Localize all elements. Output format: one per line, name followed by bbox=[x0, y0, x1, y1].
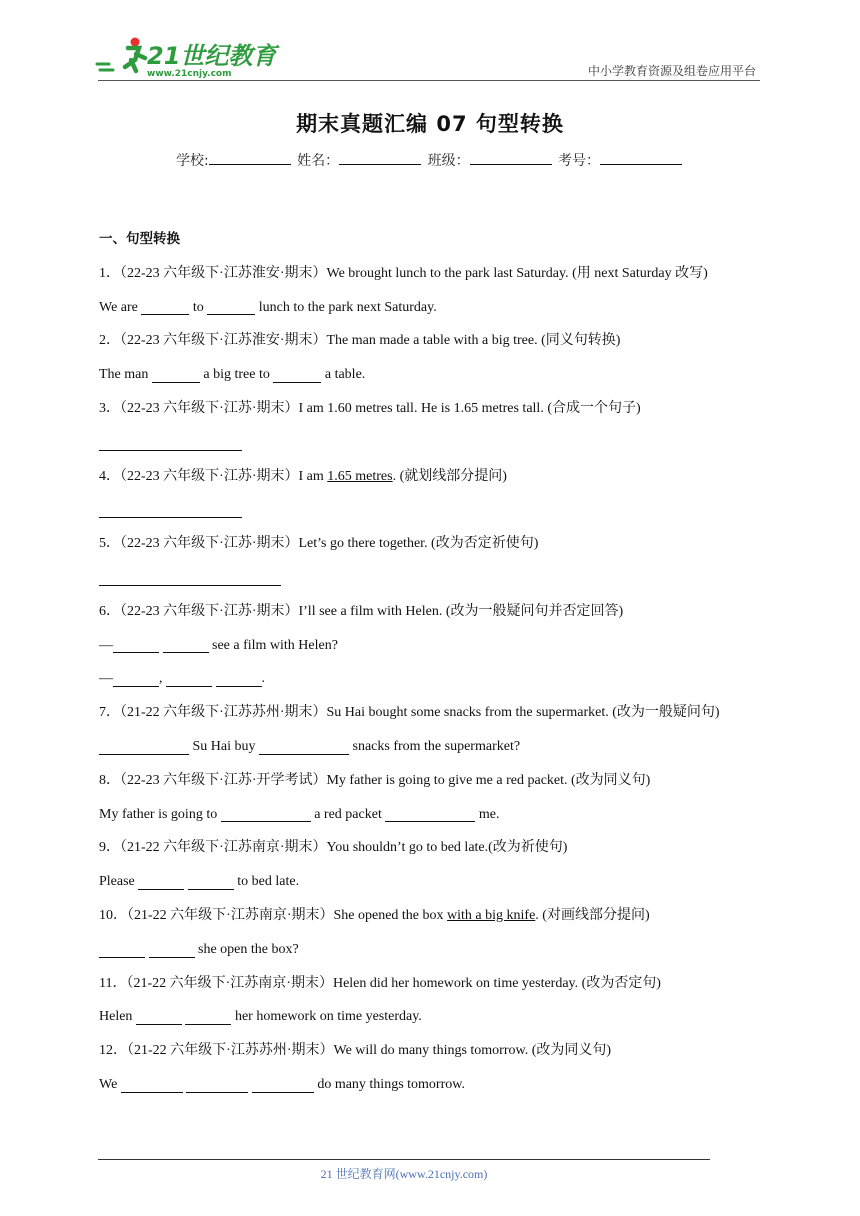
answer-blank[interactable] bbox=[185, 1006, 231, 1025]
answer-blank[interactable] bbox=[188, 871, 234, 890]
answer-4 bbox=[99, 493, 769, 527]
question-list bbox=[99, 223, 769, 1102]
answer-blank[interactable] bbox=[136, 1006, 182, 1025]
runner-logo-icon bbox=[95, 34, 277, 80]
answer-5 bbox=[99, 561, 769, 595]
footer-divider bbox=[98, 1159, 710, 1160]
svg-text:21世纪教育: 21世纪教育 bbox=[147, 42, 277, 70]
question-1: 1．（22-23 六年级下·江苏淮安·期末）We brought lunch to the park last Saturday. (用 next Saturday 改写) bbox=[99, 265, 708, 281]
platform-name: 中小学教育资源及组卷应用平台 bbox=[587, 64, 756, 78]
underlined-part: 1.65 metres bbox=[327, 468, 393, 484]
question-6: 6．（22-23 六年级下·江苏·期末）I’ll see a film with Helen. (改为一般疑问句并否定回答) bbox=[99, 603, 624, 619]
footer-link[interactable]: 21 世纪教育网(www.21cnjy.com) bbox=[320, 1167, 488, 1181]
answer-8: My father is going to a red packet me. bbox=[99, 798, 769, 832]
question-7: 7．（21-22 六年级下·江苏苏州·期末）Su Hai bought some snacks from the supermarket. (改为一般疑问句) bbox=[99, 705, 720, 721]
answer-blank[interactable] bbox=[121, 1074, 183, 1093]
school-label: 学校: bbox=[175, 153, 209, 169]
name-label: 姓名： bbox=[297, 153, 340, 169]
question-4: 4．（22-23 六年级下·江苏·期末）I am 1.65 metres. (就划线部分提问) bbox=[99, 468, 507, 484]
answer-blank[interactable] bbox=[166, 668, 212, 687]
question-8: 8．（22-23 六年级下·江苏·开学考试）My father is going to give me a red packet. (改为同义句) bbox=[99, 772, 651, 788]
answer-blank[interactable] bbox=[273, 364, 321, 383]
answer-blank[interactable] bbox=[138, 871, 184, 890]
answer-3 bbox=[99, 426, 769, 460]
answer-1: We are to lunch to the park next Saturday. bbox=[99, 291, 769, 325]
answer-10: she open the box? bbox=[99, 933, 769, 967]
answer-11: Helen her homework on time yesterday. bbox=[99, 1000, 769, 1034]
question-2: 2．（22-23 六年级下·江苏淮安·期末）The man made a table with a big tree. (同义句转换) bbox=[99, 333, 621, 349]
student-info bbox=[0, 150, 860, 170]
school-blank[interactable] bbox=[209, 152, 291, 165]
question-10: 10．（21-22 六年级下·江苏南京·期末）She opened the box with a big knife. (对画线部分提问) bbox=[99, 907, 650, 923]
answer-blank[interactable] bbox=[259, 736, 349, 755]
answer-blank[interactable] bbox=[221, 803, 311, 822]
answer-blank[interactable] bbox=[113, 634, 159, 653]
answer-blank[interactable] bbox=[207, 296, 255, 315]
header-divider bbox=[98, 80, 760, 81]
answer-blank[interactable] bbox=[99, 736, 189, 755]
class-label: 班级： bbox=[427, 153, 470, 169]
answer-blank[interactable] bbox=[99, 939, 145, 958]
page-title: 期末真题汇编 07 句型转换 bbox=[296, 112, 564, 136]
site-logo bbox=[95, 34, 277, 80]
underlined-part: with a big knife bbox=[447, 907, 536, 923]
class-blank[interactable] bbox=[470, 152, 552, 165]
answer-blank[interactable] bbox=[152, 364, 200, 383]
question-9: 9．（21-22 六年级下·江苏南京·期末）You shouldn’t go to bed late.(改为祈使句) bbox=[99, 840, 568, 856]
question-5: 5．（22-23 六年级下·江苏·期末）Let’s go there together. (改为否定祈使句) bbox=[99, 536, 539, 552]
answer-blank[interactable] bbox=[99, 567, 281, 586]
answer-blank[interactable] bbox=[186, 1074, 248, 1093]
question-12: 12．（21-22 六年级下·江苏苏州·期末）We will do many things tomorrow. (改为同义句) bbox=[99, 1043, 612, 1059]
answer-blank[interactable] bbox=[216, 668, 262, 687]
answer-blank[interactable] bbox=[113, 668, 159, 687]
answer-6-reply: — , . bbox=[99, 662, 769, 696]
answer-blank[interactable] bbox=[385, 803, 475, 822]
question-11: 11．（21-22 六年级下·江苏南京·期末）Helen did her homework on time yesterday. (改为否定句) bbox=[99, 975, 661, 991]
answer-12: We do many things tomorrow. bbox=[99, 1068, 769, 1102]
answer-blank[interactable] bbox=[99, 499, 242, 518]
exam-no-label: 考号： bbox=[558, 153, 601, 169]
answer-blank[interactable] bbox=[141, 296, 189, 315]
exam-no-blank[interactable] bbox=[600, 152, 682, 165]
answer-blank[interactable] bbox=[163, 634, 209, 653]
section-heading: 一、句型转换 bbox=[99, 231, 180, 247]
answer-blank[interactable] bbox=[149, 939, 195, 958]
answer-2: The man a big tree to a table. bbox=[99, 358, 769, 392]
answer-blank[interactable] bbox=[252, 1074, 314, 1093]
answer-7: Su Hai buy snacks from the supermarket? bbox=[99, 730, 769, 764]
answer-9: Please to bed late. bbox=[99, 865, 769, 899]
answer-blank[interactable] bbox=[99, 432, 242, 451]
name-blank[interactable] bbox=[339, 152, 421, 165]
question-3: 3．（22-23 六年级下·江苏·期末）I am 1.60 metres tall. He is 1.65 metres tall. (合成一个句子) bbox=[99, 400, 641, 416]
svg-text:www.21cnjy.com: www.21cnjy.com bbox=[147, 69, 232, 79]
answer-6-question: — see a film with Helen? bbox=[99, 629, 769, 663]
